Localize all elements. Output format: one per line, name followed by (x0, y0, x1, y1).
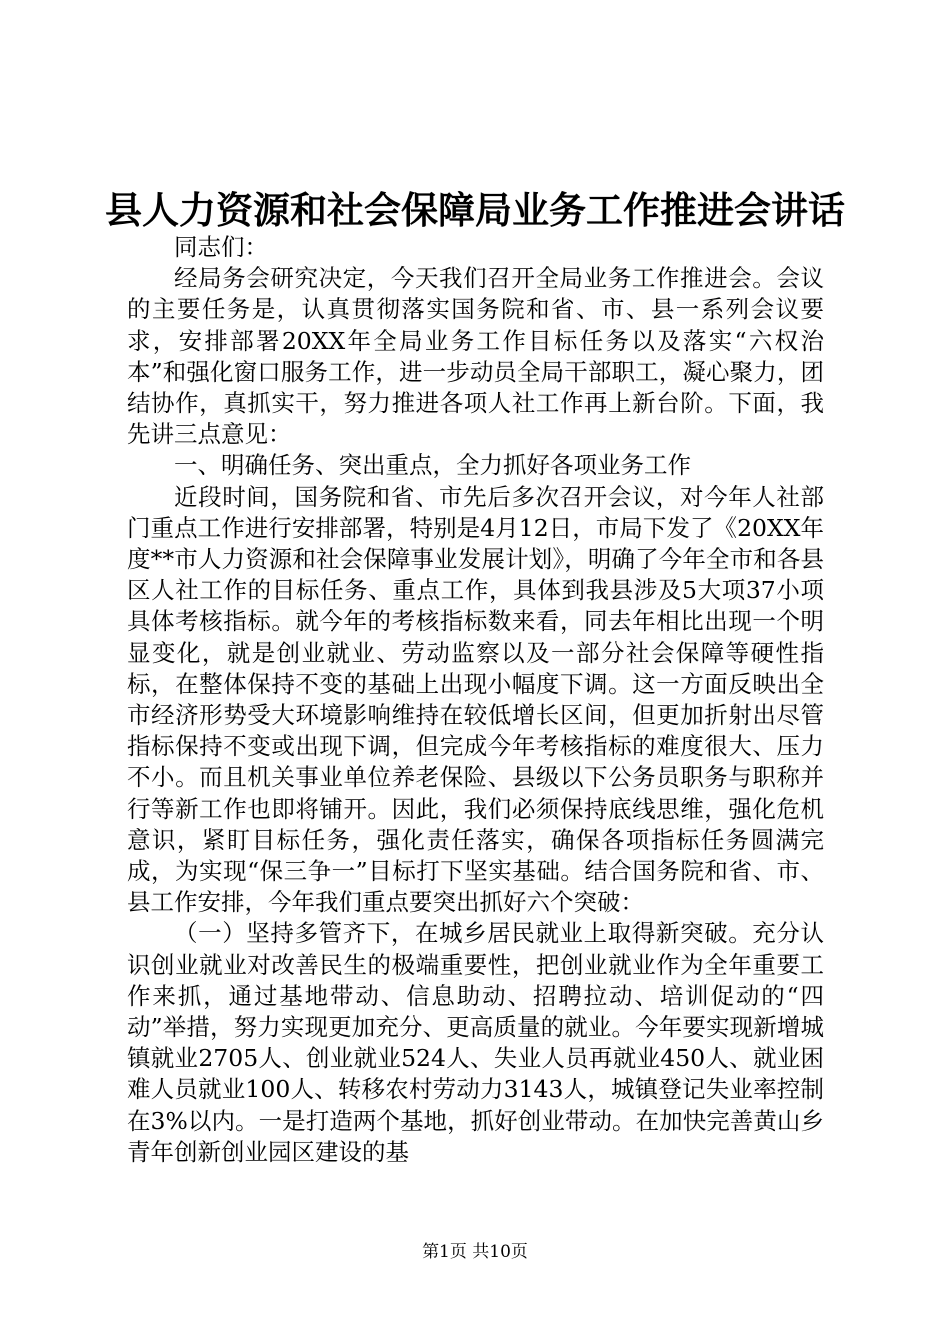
section-heading-1: 一、明确任务、突出重点，全力抓好各项业务工作 (174, 451, 691, 480)
document-body (127, 232, 824, 1168)
paragraph-employment: （一）坚持多管齐下，在城乡居民就业上取得新突破。充分认识创业就业对改善民生的极端重要性，把创业就业作为全年重要工作来抓，通过基地带动、信息助动、招聘拉动、培训促动的“四动”举措，努力实现更加充分、更高质量的就业。今年要实现新增城镇就业2705人、创业就业524人、失业人员再就业450人、就业困难人员就业100人、转移农村劳动力3143人，城镇登记失业率控制在3%以内。一是打造两个基地，抓好创业带动。在加快完善黄山乡青年创新创业园区建设的基 (127, 919, 824, 1166)
paragraph-background: 近段时间，国务院和省、市先后多次召开会议，对今年人社部门重点工作进行安排部署，特别是4月12日，市局下发了《20XX年度**市人力资源和社会保障事业发展计划》，明确了今年全市和各县区人社工作的目标任务、重点工作，具体到我县涉及5大项37小项具体考核指标。就今年的考核指标数来看，同去年相比出现一个明显变化，就是创业就业、劳动监察以及一部分社会保障等硬性指标，在整体保持不变的基础上出现小幅度下调。这一方面反映出全市经济形势受大环境影响维持在较低增长区间，但更加折射出尽管指标保持不变或出现下调，但完成今年考核指标的难度很大、压力不小。而且机关事业单位养老保险、县级以下公务员职务与职称并行等新工作也即将铺开。因此，我们必须保持底线思维，强化危机意识，紧盯目标任务，强化责任落实，确保各项指标任务圆满完成，为实现“保三争一”目标打下坚实基础。结合国务院和省、市、县工作安排，今年我们重点要突出抓好六个突破： (127, 482, 824, 917)
paragraph-intro: 经局务会研究决定，今天我们召开全局业务工作推进会。会议的主要任务是，认真贯彻落实国务院和省、市、县一系列会议要求，安排部署20XX年全局业务工作目标任务以及落实“六权治本”和强化窗口服务工作，进一步动员全局干部职工，凝心聚力，团结协作，真抓实干，努力推进各项人社工作再上新台阶。下面，我先讲三点意见： (127, 264, 824, 449)
document-title: 县人力资源和社会保障局业务工作推进会讲话 (105, 188, 845, 232)
page-footer: 第1页 共10页 (422, 1242, 528, 1262)
salutation: 同志们： (174, 233, 268, 261)
